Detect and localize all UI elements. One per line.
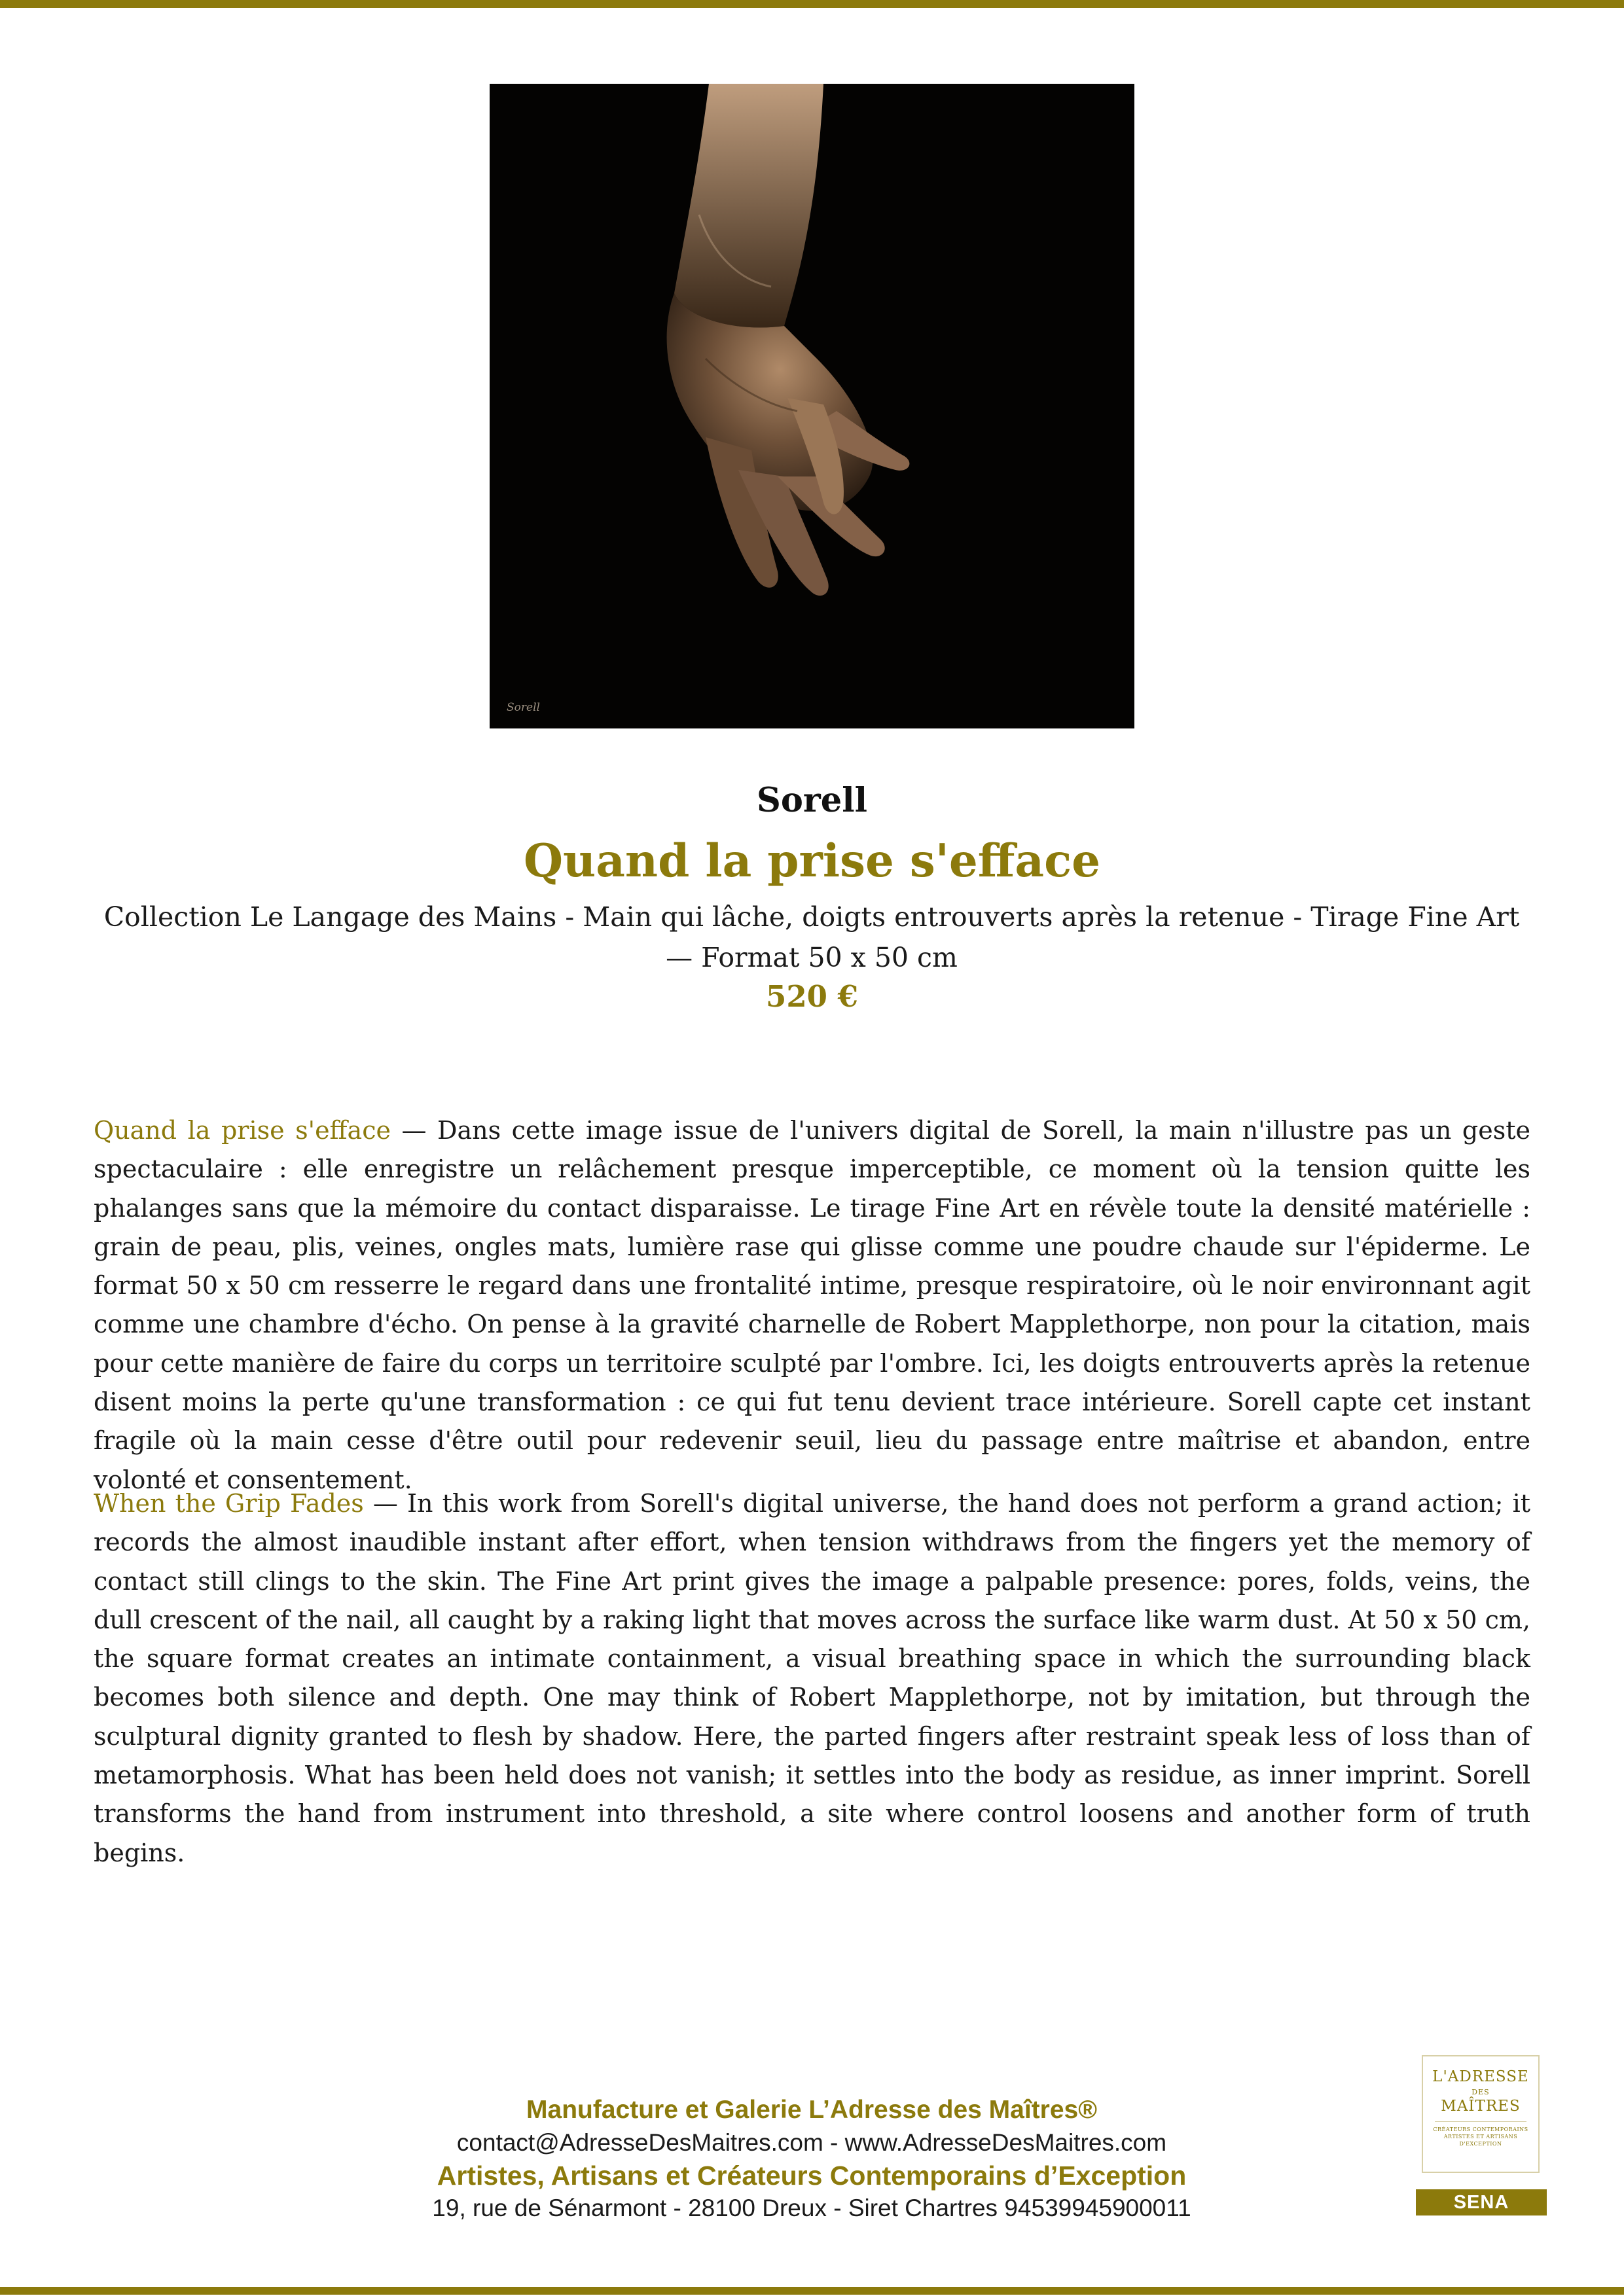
sena-badge: SENA [1416,2189,1547,2215]
artist-signature: Sorell [507,701,540,714]
gallery-name: Manufacture et Galerie L’Adresse des Maîtres® [526,2096,1097,2124]
description-english-text: — In this work from Sorell's digital universe, the hand does not perform a grand action; it records the almost inaudible instant after effort, when tension withdraws from the fingers yet the memory of contact still clings to the skin. The Fine Art print gives the image a palpable presence: pores, folds, veins, the dull crescent of the nail, all caught by a raking light that moves across the surface like warm dust. At 50 x 50 cm, the square format creates an intimate containment, a visual breathing space in which the surrounding black becomes both silence and depth. One may think of Robert Mapplethorpe, not by imitation, but through the sculptural dignity granted to flesh by shadow. Here, the parted fingers after restraint speak less of loss than of metamorphosis. What has been held does not vanish; it settles into the body as residue, as inner imprint. Sorell transforms the hand from instrument into threshold, a site where control loosens and another form of truth begins. [94,1489,1531,1867]
bottom-rule [0,2287,1624,2295]
logo-line-2: DES [1471,2088,1490,2096]
gallery-footer [327,2093,1296,2224]
description-french-text: — Dans cette image issue de l'univers digital de Sorell, la main n'illustre pas un geste spectaculaire : elle enregistre un relâchement presque imperceptible, ce moment où la tension quitte les phalanges sans que la mémoire du contact disparaisse. Le tirage Fine Art en révèle toute la densité matérielle : grain de peau, plis, veines, ongles mats, lumière rase qui glisse comme une poudre chaude sur l'épiderme. Le format 50 x 50 cm resserre le regard dans une frontalité intime, presque respiratoire, où le noir environnant agit comme une chambre d'écho. On pense à la gravité charnelle de Robert Mapplethorpe, non pour la citation, mais pour cette manière de faire du corps un territoire sculpté par l'ombre. Ici, les doigts entrouverts après la retenue disent moins la perte qu'une transformation : ce qui fut tenu devient trace intérieure. Sorell capte cet instant fragile où la main cesse d'être outil pour redevenir seuil, lieu du passage entre maîtrise et abandon, entre volonté et consentement. [94,1116,1530,1494]
gallery-tagline: Artistes, Artisans et Créateurs Contemporains d’Exception [437,2161,1187,2191]
logo-tagline: CRÉATEURS CONTEMPORAINS ARTISTES ET ARTISANS D'EXCEPTION [1433,2126,1528,2147]
artwork-subtitle: Collection Le Langage des Mains - Main qui lâche, doigts entrouverts après la retenue - Tirage Fine Art — Format 50 x 50 cm [103,901,1520,973]
logo-line-3: MAÎTRES [1441,2098,1521,2115]
artwork-price: 520 € [766,979,858,1014]
logo-line-1: L'ADRESSE [1432,2068,1529,2085]
gallery-address: 19, rue de Sénarmont - 28100 Dreux - Siret Chartres 94539945900011 [432,2195,1191,2221]
artwork-photo [490,84,1134,728]
top-rule [0,0,1624,8]
description-french [94,1111,1530,1499]
gallery-logo [1422,2055,1540,2173]
artwork-title: Quand la prise s'efface [523,834,1101,888]
logo-divider [1435,2121,1526,2122]
description-french-lead: Quand la prise s'efface [94,1116,391,1145]
gallery-contact: contact@AdresseDesMaitres.com - www.AdresseDesMaitres.com [456,2129,1167,2156]
hand-photo-illustration [490,84,1134,728]
description-english-lead: When the Grip Fades [94,1489,364,1518]
artist-name: Sorell [757,781,867,820]
description-english [94,1484,1530,1873]
